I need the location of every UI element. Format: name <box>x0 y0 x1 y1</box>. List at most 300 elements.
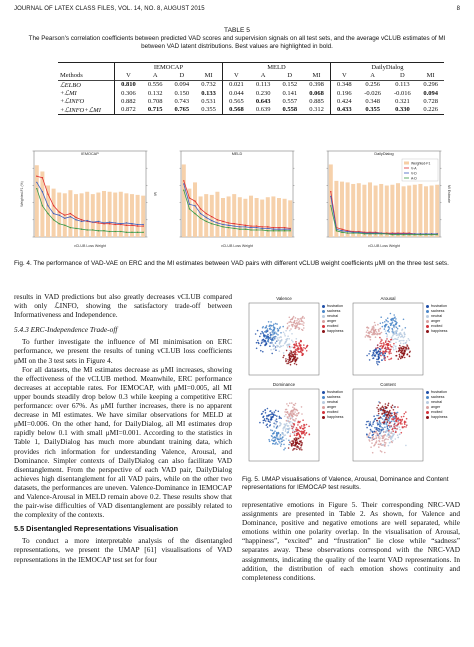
umap-point <box>384 348 386 350</box>
column-header: V <box>115 71 142 80</box>
value-cell: 0.765 <box>168 105 195 114</box>
value-cell: 0.557 <box>282 97 298 105</box>
f1-bar <box>407 186 411 237</box>
value-cell: 0.133 <box>201 89 216 97</box>
umap-point <box>276 323 278 325</box>
umap-point <box>298 318 300 320</box>
x-axis-label: vCLUB Loss Weight <box>367 244 401 248</box>
mi-point <box>397 234 398 235</box>
umap-point <box>280 336 282 338</box>
umap-point <box>367 436 369 438</box>
umap-point <box>294 434 296 436</box>
umap-point <box>379 430 381 432</box>
umap-point <box>274 439 276 441</box>
method-cell: +ℒINFO+ℒMI <box>58 105 115 114</box>
umap-point <box>294 408 296 410</box>
mi-point <box>120 223 121 224</box>
umap-point <box>291 415 293 417</box>
umap-point <box>387 439 389 441</box>
umap-point <box>269 332 271 334</box>
umap-point <box>297 327 299 329</box>
umap-point <box>388 425 390 427</box>
mi-point <box>392 234 393 235</box>
mi-point <box>375 233 376 234</box>
umap-point <box>276 415 278 417</box>
umap-point <box>288 338 290 340</box>
umap-point <box>377 422 379 424</box>
umap-point <box>379 337 381 339</box>
umap-point <box>261 341 263 343</box>
umap-point <box>263 416 265 418</box>
umap-point <box>288 440 290 442</box>
umap-title: Content <box>380 382 396 387</box>
umap-point <box>287 338 289 340</box>
umap-point <box>275 443 277 445</box>
f1-bar <box>288 200 292 237</box>
mi-point <box>222 221 223 222</box>
umap-point <box>386 424 388 426</box>
umap-point <box>301 406 303 408</box>
umap-point <box>270 429 272 431</box>
umap-point <box>389 442 391 444</box>
mi-point <box>211 223 212 224</box>
umap-point <box>370 446 372 448</box>
mi-point <box>42 191 43 192</box>
mi-point <box>36 175 37 176</box>
mi-point <box>36 188 37 189</box>
umap-point <box>378 434 380 436</box>
umap-point <box>373 420 375 422</box>
umap-point <box>370 429 372 431</box>
umap-point <box>268 341 270 343</box>
umap-point <box>372 452 374 454</box>
umap-point <box>390 425 392 427</box>
mi-point <box>189 204 190 205</box>
umap-point <box>395 321 397 323</box>
umap-point <box>268 321 270 323</box>
umap-point <box>399 340 401 342</box>
umap-arousal <box>352 296 424 378</box>
umap-point <box>292 419 294 421</box>
umap-point <box>303 325 305 327</box>
umap-point <box>369 425 371 427</box>
mi-point <box>245 225 246 226</box>
umap-point <box>379 342 381 344</box>
umap-point <box>406 340 408 342</box>
mi-point <box>217 219 218 220</box>
umap-point <box>300 441 302 443</box>
umap-point <box>405 426 407 428</box>
umap-point <box>371 442 373 444</box>
column-header: A <box>358 71 388 80</box>
umap-point <box>388 331 390 333</box>
umap-point <box>386 334 388 336</box>
umap-point <box>287 411 289 413</box>
page-number: 8 <box>456 6 460 12</box>
umap-point <box>291 333 293 335</box>
umap-point <box>394 406 396 408</box>
mi-point <box>341 229 342 230</box>
umap-point <box>300 447 302 449</box>
panel-title: DailyDialog <box>374 152 394 156</box>
umap-point <box>384 355 386 357</box>
column-header: D <box>388 71 418 80</box>
umap-point <box>270 349 272 351</box>
umap-point <box>396 355 398 357</box>
umap-point <box>405 342 407 344</box>
umap-point <box>399 349 401 351</box>
umap-point <box>255 333 257 335</box>
f1-bar <box>221 198 225 237</box>
mi-point <box>347 231 348 232</box>
umap-point <box>284 333 286 335</box>
umap-point <box>271 331 273 333</box>
umap-point <box>398 337 400 339</box>
umap-point <box>271 412 273 414</box>
umap-point <box>263 339 265 341</box>
umap-point <box>369 337 371 339</box>
umap-point <box>376 352 378 354</box>
umap-point <box>261 413 263 415</box>
umap-point <box>395 348 397 350</box>
umap-point <box>274 348 276 350</box>
umap-legend-entry: neutral <box>426 400 447 405</box>
umap-point <box>383 407 385 409</box>
f1-bar <box>413 185 417 237</box>
umap-point <box>308 426 310 428</box>
mi-point <box>222 226 223 227</box>
umap-point <box>371 334 373 336</box>
umap-point <box>264 410 266 412</box>
mi-point <box>70 227 71 228</box>
umap-point <box>379 353 381 355</box>
mi-point <box>200 213 201 214</box>
umap-point <box>368 353 370 355</box>
umap-point <box>300 437 302 439</box>
column-header: D <box>168 71 195 80</box>
umap-point <box>296 441 298 443</box>
umap-point <box>280 445 282 447</box>
umap-point <box>296 364 298 366</box>
umap-point <box>282 439 284 441</box>
umap-point <box>275 349 277 351</box>
mi-point <box>353 232 354 233</box>
umap-point <box>272 334 274 336</box>
table-caption: The Pearson's correlation coefficients between predicted VAD scores and supervision signals on all test sets, and the average vCLUB estimates of MI between VAD latent distributions. Best values are highlighted in bold. <box>28 35 446 50</box>
umap-point <box>291 411 293 413</box>
umap-point <box>390 339 392 341</box>
umap-point <box>381 339 383 341</box>
umap-point <box>393 347 395 349</box>
umap-point <box>275 346 277 348</box>
f1-bar <box>204 194 208 237</box>
umap-point <box>274 411 276 413</box>
umap-point <box>279 416 281 418</box>
umap-point <box>389 353 391 355</box>
umap-point <box>275 419 277 421</box>
umap-point <box>297 422 299 424</box>
umap-point <box>293 352 295 354</box>
umap-point <box>373 326 375 328</box>
column-header: V <box>222 71 249 80</box>
umap-point <box>378 437 380 439</box>
umap-point <box>397 421 399 423</box>
mi-point <box>273 227 274 228</box>
umap-point <box>271 337 273 339</box>
umap-point <box>288 421 290 423</box>
f1-bar <box>193 182 197 237</box>
umap-point <box>387 317 389 319</box>
umap-point <box>391 320 393 322</box>
umap-point <box>294 320 296 322</box>
umap-point <box>271 353 273 355</box>
umap-point <box>396 351 398 353</box>
umap-point <box>378 333 380 335</box>
umap-point <box>395 346 397 348</box>
umap-legend-entry: frustration <box>426 304 447 309</box>
umap-point <box>293 442 295 444</box>
mi-point <box>126 222 127 223</box>
umap-point <box>402 426 404 428</box>
value-cell: -0.026 <box>364 89 382 97</box>
umap-point <box>403 332 405 334</box>
umap-point <box>403 319 405 321</box>
umap-point <box>277 427 279 429</box>
umap-point <box>287 432 289 434</box>
umap-point <box>295 403 297 405</box>
umap-point <box>400 336 402 338</box>
mi-point <box>239 229 240 230</box>
umap-point <box>403 350 405 352</box>
umap-point <box>294 411 296 413</box>
umap-point <box>394 316 396 318</box>
umap-point <box>381 332 383 334</box>
umap-point <box>291 318 293 320</box>
umap-point <box>400 342 402 344</box>
umap-point <box>285 414 287 416</box>
umap-point <box>293 424 295 426</box>
umap-legend-entry: happiness <box>322 415 343 420</box>
umap-point <box>265 330 267 332</box>
umap-point <box>270 321 272 323</box>
umap-point <box>304 427 306 429</box>
umap-point <box>295 418 297 420</box>
mi-point <box>290 230 291 231</box>
value-cell: 0.810 <box>115 80 142 89</box>
umap-legend <box>322 304 343 334</box>
f1-bar <box>182 164 186 237</box>
umap-point <box>378 405 380 407</box>
umap-point <box>381 347 383 349</box>
umap-point <box>301 449 303 451</box>
umap-valence <box>248 296 320 378</box>
method-cell: +ℒINFO <box>60 98 85 106</box>
umap-point <box>298 448 300 450</box>
mi-point <box>183 180 184 181</box>
umap-point <box>275 437 277 439</box>
value-cell: 0.872 <box>115 105 142 114</box>
umap-point <box>406 425 408 427</box>
umap-point <box>266 325 268 327</box>
umap-point <box>371 438 373 440</box>
umap-point <box>267 328 269 330</box>
umap-point <box>389 323 391 325</box>
value-cell: 0.132 <box>147 89 163 97</box>
umap-point <box>383 346 385 348</box>
umap-point <box>387 404 389 406</box>
value-cell: 0.424 <box>330 97 357 105</box>
umap-point <box>404 413 406 415</box>
umap-point <box>293 404 295 406</box>
umap-point <box>382 410 384 412</box>
umap-point <box>382 440 384 442</box>
f1-bar <box>215 192 219 237</box>
umap-point <box>294 420 296 422</box>
mi-point <box>98 230 99 231</box>
table-group-row <box>58 63 444 72</box>
umap-point <box>273 339 275 341</box>
umap-point <box>376 331 378 333</box>
mi-point <box>42 205 43 206</box>
mi-point <box>278 227 279 228</box>
umap-point <box>284 416 286 418</box>
umap-point <box>292 356 294 358</box>
umap-point <box>294 438 296 440</box>
value-cell: 0.150 <box>174 89 190 97</box>
panel-title: MELD <box>231 152 243 156</box>
umap-point <box>273 440 275 442</box>
umap-title: Dominance <box>272 382 296 387</box>
umap-point <box>375 435 377 437</box>
umap-point <box>299 344 301 346</box>
umap-point <box>303 347 305 349</box>
umap-point <box>377 424 379 426</box>
umap-point <box>284 447 286 449</box>
umap-point <box>389 422 391 424</box>
umap-point <box>373 327 375 329</box>
umap-point <box>288 444 290 446</box>
umap-dominance <box>248 382 320 464</box>
umap-point <box>260 333 262 335</box>
umap-point <box>282 429 284 431</box>
umap-point <box>292 431 294 433</box>
umap-point <box>278 433 280 435</box>
umap-point <box>299 320 301 322</box>
umap-point <box>366 427 368 429</box>
umap-point <box>294 357 296 359</box>
umap-point <box>388 344 390 346</box>
umap-point <box>302 442 304 444</box>
umap-point <box>274 327 276 329</box>
umap-point <box>279 425 281 427</box>
value-cell: -0.016 <box>393 89 411 97</box>
umap-point <box>292 359 294 361</box>
value-cell: 0.565 <box>222 97 249 105</box>
mi-point <box>256 225 257 226</box>
umap-point <box>403 343 405 345</box>
umap-point <box>406 354 408 356</box>
umap-point <box>372 328 374 330</box>
umap-point <box>291 428 293 430</box>
umap-point <box>296 413 298 415</box>
f1-bar <box>424 186 428 237</box>
umap-point <box>374 432 376 434</box>
umap-point <box>268 439 270 441</box>
umap-point <box>399 434 401 436</box>
umap-point <box>401 419 403 421</box>
column-header: MI <box>417 71 444 80</box>
umap-point <box>369 437 371 439</box>
mi-point <box>137 232 138 233</box>
umap-point <box>398 417 400 419</box>
umap-point <box>391 442 393 444</box>
value-cell: 0.312 <box>303 105 330 114</box>
umap-point <box>397 424 399 426</box>
umap-point <box>367 332 369 334</box>
umap-point <box>396 327 398 329</box>
mi-point <box>284 230 285 231</box>
f1-bar <box>113 193 117 237</box>
mi-point <box>87 229 88 230</box>
umap-point <box>264 418 266 420</box>
mi-point <box>115 224 116 225</box>
umap-point <box>267 408 269 410</box>
mi-point <box>109 221 110 222</box>
umap-point <box>397 434 399 436</box>
umap-point <box>301 323 303 325</box>
umap-point <box>397 333 399 335</box>
method-cell: ℒELBO <box>60 81 81 89</box>
umap-point <box>394 427 396 429</box>
umap-point <box>390 344 392 346</box>
value-cell: 0.643 <box>255 97 271 105</box>
mi-point <box>228 222 229 223</box>
f1-bar <box>402 186 406 237</box>
umap-point <box>289 402 291 404</box>
umap-point <box>309 434 311 436</box>
mi-point <box>53 205 54 206</box>
umap-point <box>382 429 384 431</box>
umap-point <box>291 322 293 324</box>
umap-point <box>294 351 296 353</box>
umap-point <box>303 424 305 426</box>
umap-point <box>284 335 286 337</box>
umap-point <box>385 442 387 444</box>
value-cell: 0.348 <box>365 97 380 105</box>
umap-point <box>388 411 390 413</box>
umap-point <box>390 353 392 355</box>
mi-point <box>70 213 71 214</box>
umap-point <box>385 418 387 420</box>
umap-point <box>296 415 298 417</box>
umap-point <box>295 344 297 346</box>
umap-point <box>291 440 293 442</box>
umap-point <box>378 329 380 331</box>
umap-point <box>375 347 377 349</box>
umap-point <box>291 324 293 326</box>
value-cell: 0.355 <box>195 105 222 114</box>
mi-point <box>92 229 93 230</box>
umap-point <box>270 337 272 339</box>
mi-point <box>75 219 76 220</box>
mi-point <box>189 197 190 198</box>
mi-point <box>222 224 223 225</box>
umap-point <box>296 409 298 411</box>
value-cell: 0.743 <box>174 97 190 105</box>
umap-point <box>370 331 372 333</box>
umap-legend-entry: anger <box>322 405 343 410</box>
mi-point <box>109 223 110 224</box>
